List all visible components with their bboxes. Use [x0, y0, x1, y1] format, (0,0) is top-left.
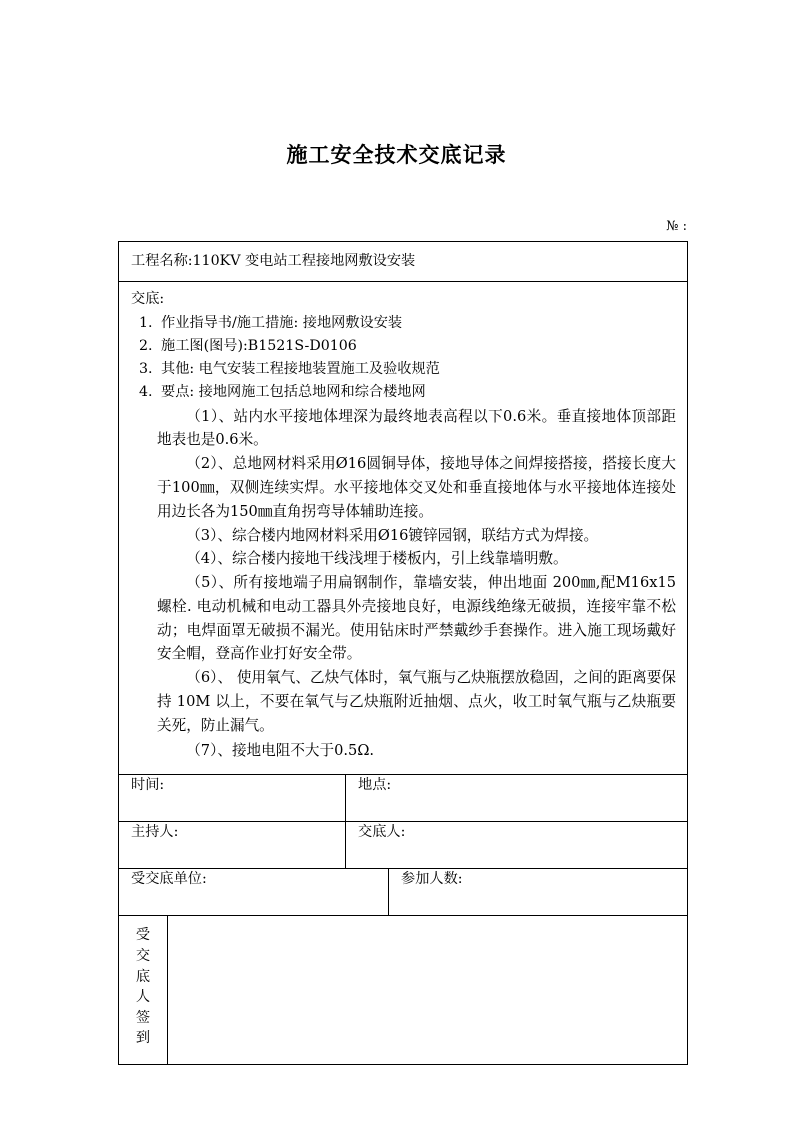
project-name-text: 工程名称:110KV 变电站工程接地网敷设安装 [131, 253, 416, 269]
signature-label-char: 交 [135, 947, 151, 964]
table-row-host-presenter [119, 822, 688, 869]
disclosure-paragraph: （1）、站内水平接地体埋深为最终地表高程以下0.6米。垂直接地体顶部距地表也是0.6米。 [157, 407, 677, 449]
time-label: 时间: [131, 777, 165, 794]
table-row-project [119, 242, 688, 282]
host-label: 主持人: [131, 824, 179, 841]
list-item-number: 4. [139, 383, 153, 400]
time-cell[interactable] [119, 775, 346, 822]
presenter-label: 交底人: [358, 824, 406, 841]
list-item [131, 358, 678, 381]
list-item [131, 381, 678, 404]
place-cell[interactable] [346, 775, 688, 822]
signature-label-char: 人 [135, 989, 151, 1006]
signature-label-cell [119, 916, 168, 1065]
receiving-unit-cell[interactable] [119, 869, 389, 916]
presenter-cell[interactable] [346, 822, 688, 869]
receiving-unit-label: 受交底单位: [131, 871, 207, 888]
disclosure-paragraph: （4）、综合楼内接地干线浅埋于楼板内，引上线靠墙明敷。 [186, 550, 568, 568]
list-item-label: 施工图(图号):B1521S-D0106 [161, 337, 357, 354]
document-number-label: № : [666, 219, 687, 234]
table-row-signatures [119, 916, 688, 1065]
list-item-number: 3. [139, 360, 153, 377]
table-row-unit-participants [119, 869, 688, 916]
signature-label-char: 受 [135, 927, 151, 944]
signature-label-char: 到 [135, 1030, 151, 1047]
page-title: 施工安全技术交底记录 [286, 143, 507, 167]
disclosure-paragraph: （6）、 使用氧气、乙炔气体时，氧气瓶与乙炔瓶摆放稳固，之间的距离要保持 10M 以上，不要在氧气与乙炔瓶附近抽烟、点火，收工时氧气瓶与乙炔瓶要关死，防止漏气。 [157, 669, 677, 734]
list-item-label: 作业指导书/施工措施: 接地网敷设安装 [161, 314, 403, 331]
disclosure-item-list [131, 312, 678, 404]
host-cell[interactable] [119, 822, 346, 869]
table-row-disclosure-body [119, 282, 688, 775]
list-item-label: 其他: 电气安装工程接地装置施工及验收规范 [161, 360, 440, 377]
disclosure-record-table [118, 241, 688, 1065]
list-item [131, 312, 678, 335]
disclosure-body-cell [119, 282, 688, 775]
disclosure-paragraph: （3）、综合楼内地网材料采用Ø16镀锌园钢，联结方式为焊接。 [186, 526, 599, 544]
disclosure-paragraph: （7）、接地电阻不大于0.5Ω. [186, 741, 375, 759]
signature-label-vertical [119, 916, 167, 1058]
signature-area-cell[interactable] [168, 916, 688, 1065]
participants-cell[interactable] [389, 869, 688, 916]
disclosure-paragraph: （2）、总地网材料采用Ø16圆铜导体，接地导体之间焊接搭接，搭接长度大于100㎜，双侧连续实焊。水平接地体交叉处和垂直接地体与水平接地体连接处用边长各为150㎜直角拐弯导体辅助连接。 [157, 455, 677, 520]
signature-label-char: 底 [135, 968, 151, 985]
disclosure-paragraph: （5）、所有接地端子用扁钢制作，靠墙安装，伸出地面 200㎜,配M16x15 螺栓. 电动机械和电动工器具外壳接地良好，电源线绝缘无破损，连接牢靠不松动；电焊面罩无破损不漏光。使用钻床时严禁戴纱手套操作。进入施工现场戴好安全帽，登高作业打好安全带。 [157, 574, 677, 663]
list-item-label: 要点: 接地网施工包括总地网和综合楼地网 [161, 383, 426, 400]
signature-label-char: 签 [135, 1009, 151, 1026]
list-item-number: 1. [139, 314, 153, 331]
table-row-time-place [119, 775, 688, 822]
disclosure-heading: 交底: [131, 291, 165, 308]
place-label: 地点: [358, 777, 392, 794]
project-name-cell [119, 242, 688, 282]
list-item-number: 2. [139, 337, 153, 354]
list-item [131, 335, 678, 358]
participants-label: 参加人数: [401, 871, 463, 888]
